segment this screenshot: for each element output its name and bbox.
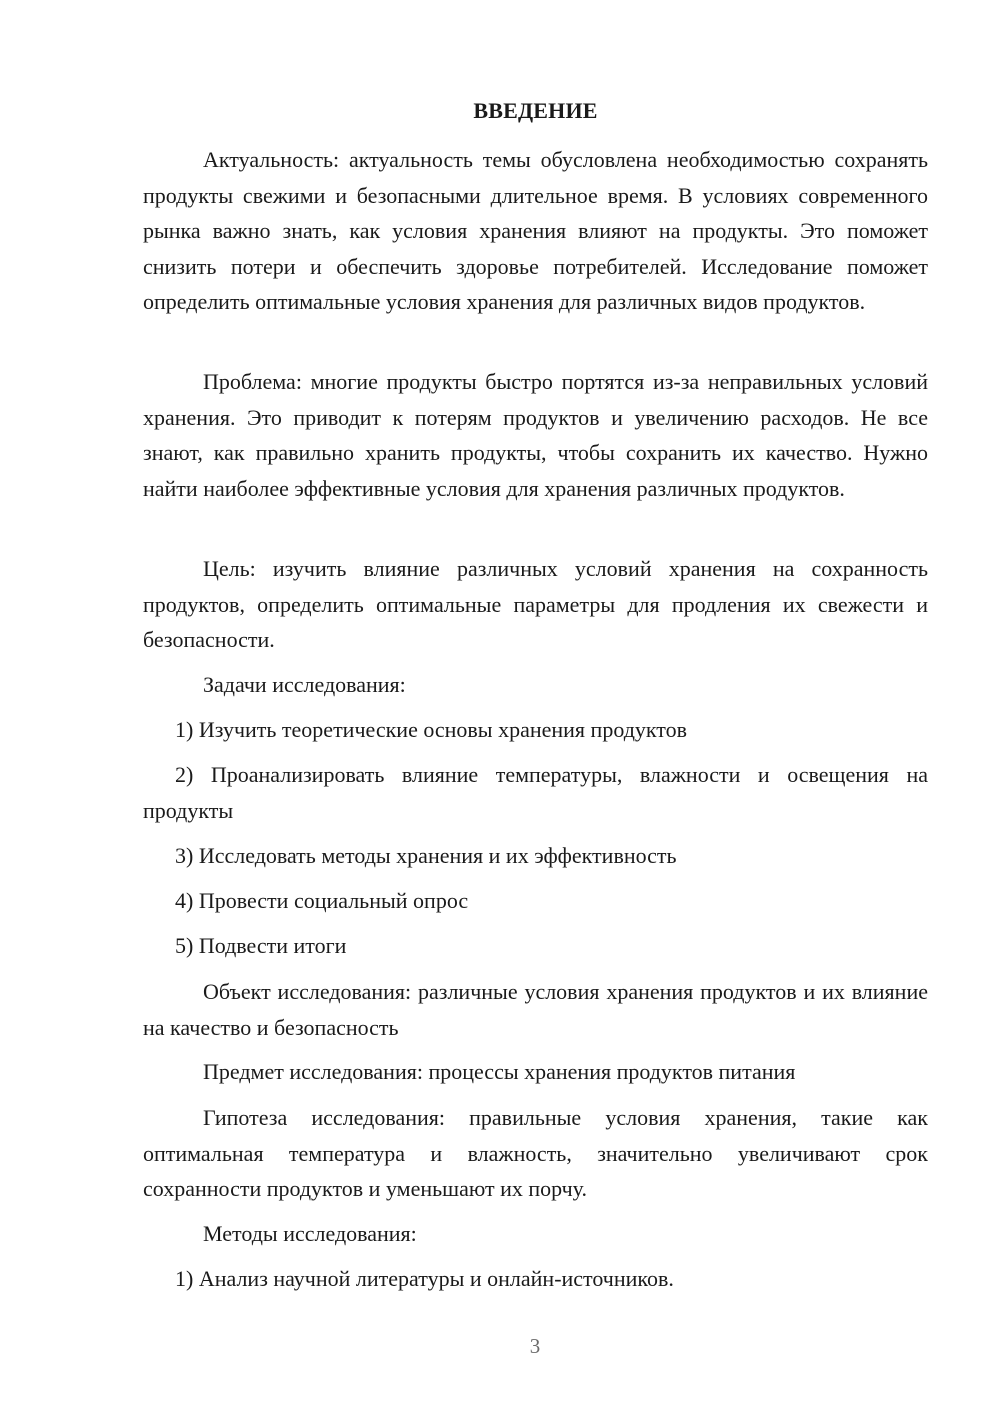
paragraph-relevance: Актуальность: актуальность темы обусловлена необходимостью сохранять продукты свежими и безопасными длительное время. В условиях современного рынка важно знать, как условия хранения влияют на продукты. Это поможет снизить потери и обеспечить здоровье потребителей. Исследование поможет определить оптимальные условия хранения для различных видов продуктов. <box>143 147 928 314</box>
list-item-method-1: 1) Анализ научной литературы и онлайн-источников. <box>175 1266 674 1291</box>
page-number: 3 <box>529 1334 541 1358</box>
list-item-task-3: 3) Исследовать методы хранения и их эффективность <box>175 843 677 868</box>
paragraph-methods-heading: Методы исследования: <box>203 1221 417 1246</box>
list-item-task-2: 2) Проанализировать влияние температуры, влажности и освещения на продукты <box>143 762 928 823</box>
paragraph-problem: Проблема: многие продукты быстро портятся из-за неправильных условий хранения. Это приводит к потерям продуктов и увеличению расходов. Не все знают, как правильно хранить продукты, чтобы сохранить их качество. Нужно найти наиболее эффективные условия для хранения различных продуктов. <box>143 369 928 501</box>
paragraph-hypothesis: Гипотеза исследования: правильные условия хранения, такие как оптимальная температура и влажность, значительно увеличивают срок сохранности продуктов и уменьшают их порчу. <box>143 1105 928 1201</box>
paragraph-object: Объект исследования: различные условия хранения продуктов и их влияние на качество и безопасность <box>143 979 928 1040</box>
paragraph-tasks-heading: Задачи исследования: <box>203 672 406 697</box>
list-item-task-5: 5) Подвести итоги <box>175 933 347 958</box>
list-item-task-4: 4) Провести социальный опрос <box>175 888 469 913</box>
paragraph-goal: Цель: изучить влияние различных условий хранения на сохранность продуктов, определить оптимальные параметры для продления их свежести и безопасности. <box>143 556 928 652</box>
list-item-task-1: 1) Изучить теоретические основы хранения продуктов <box>175 717 687 742</box>
page-heading: ВВЕДЕНИЕ <box>473 98 598 123</box>
paragraph-subject: Предмет исследования: процессы хранения продуктов питания <box>203 1059 796 1084</box>
